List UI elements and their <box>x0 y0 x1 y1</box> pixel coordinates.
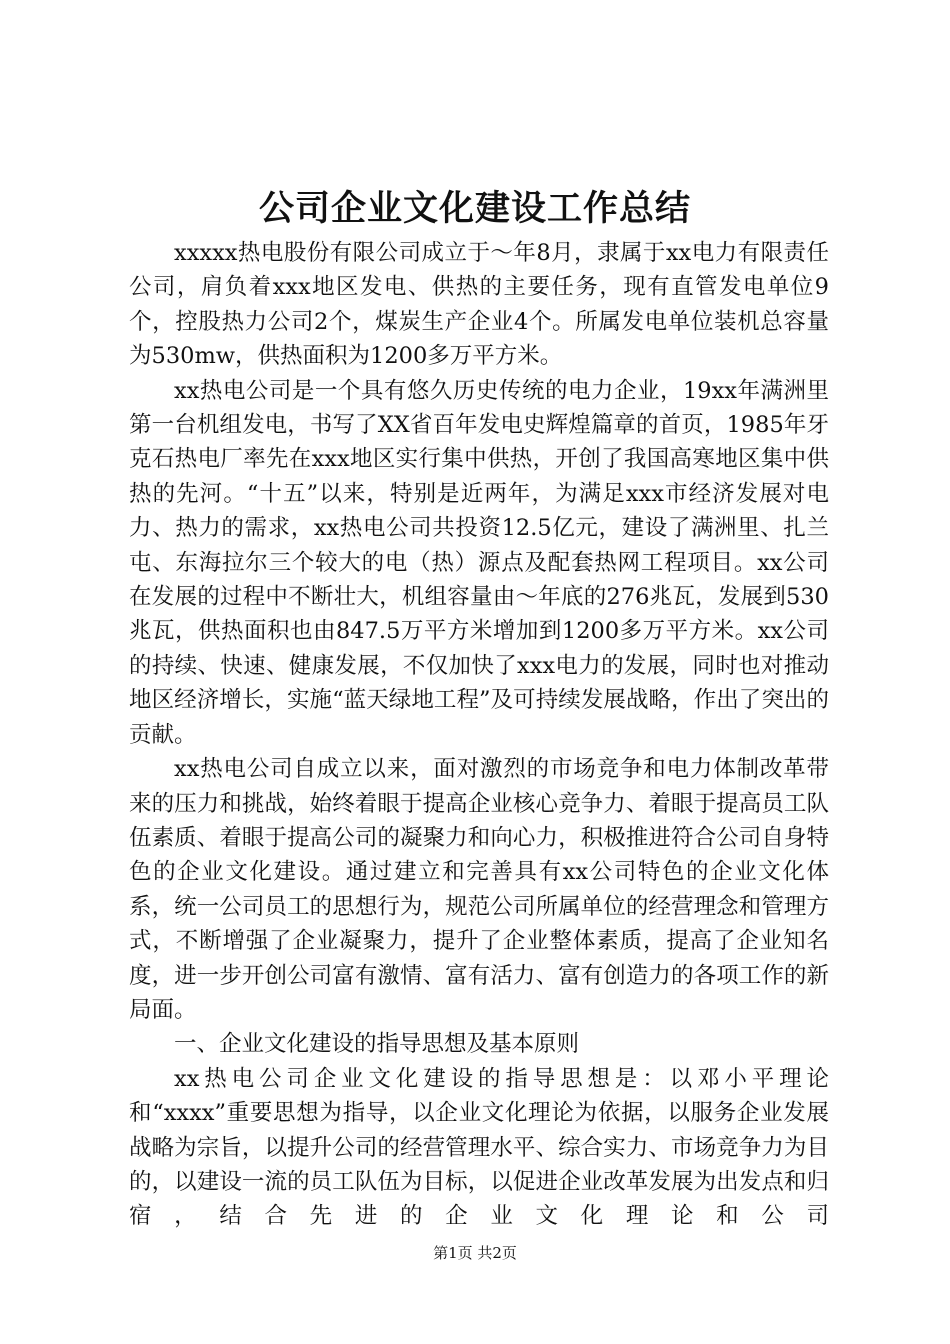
paragraph-company-history: xx热电公司是一个具有悠久历史传统的电力企业，19xx年满洲里第一台机组发电，书写了XX省百年发电史辉煌篇章的首页，1985年牙克石热电厂率先在xxx地区实行集中供热，开创了我国高寒地区集中供热的先河。“十五”以来，特别是近两年，为满足xxx市经济发展对电力、热力的需求，xx热电公司共投资12.5亿元，建设了满洲里、扎兰屯、东海拉尔三个较大的电（热）源点及配套热网工程项目。xx公司在发展的过程中不断壮大，机组容量由～年底的276兆瓦，发展到530兆瓦，供热面积也由847.5万平方米增加到1200多万平方米。xx公司的持续、快速、健康发展，不仅加快了xxx电力的发展，同时也对推动地区经济增长，实施“蓝天绿地工程”及可持续发展战略，作出了突出的贡献。 <box>129 377 829 748</box>
section-heading-guiding-principles: 一、企业文化建设的指导思想及基本原则 <box>174 1031 580 1058</box>
page-number-footer: 第1页 共2页 <box>433 1244 517 1262</box>
paragraph-guiding-ideology: xx热电公司企业文化建设的指导思想是：以邓小平理论和“xxxx”重要思想为指导，以企业文化理论为依据，以服务企业发展战略为宗旨，以提升公司的经营管理水平、综合实力、市场竞争力为目的，以建设一流的员工队伍为目标，以促进企业改革发展为出发点和归宿，结合先进的企业文化理论和公司 <box>129 1065 829 1230</box>
document-body <box>129 236 829 1234</box>
document-title: 公司企业文化建设工作总结 <box>258 188 691 229</box>
paragraph-company-intro: xxxxx热电股份有限公司成立于～年8月，隶属于xx电力有限责任公司，肩负着xxx地区发电、供热的主要任务，现有直管发电单位9个，控股热力公司2个，煤炭生产企业4个。所属发电单位装机总容量为530mw，供热面积为1200多万平方米。 <box>129 240 829 370</box>
paragraph-culture-development: xx热电公司自成立以来，面对激烈的市场竞争和电力体制改革带来的压力和挑战，始终着眼于提高企业核心竞争力、着眼于提高员工队伍素质、着眼于提高公司的凝聚力和向心力，积极推进符合公司自身特色的企业文化建设。通过建立和完善具有xx公司特色的企业文化体系，统一公司员工的思想行为，规范公司所属单位的经营理念和管理方式，不断增强了企业凝聚力，提升了企业整体素质，提高了企业知名度，进一步开创公司富有激情、富有活力、富有创造力的各项工作的新局面。 <box>129 756 829 1023</box>
